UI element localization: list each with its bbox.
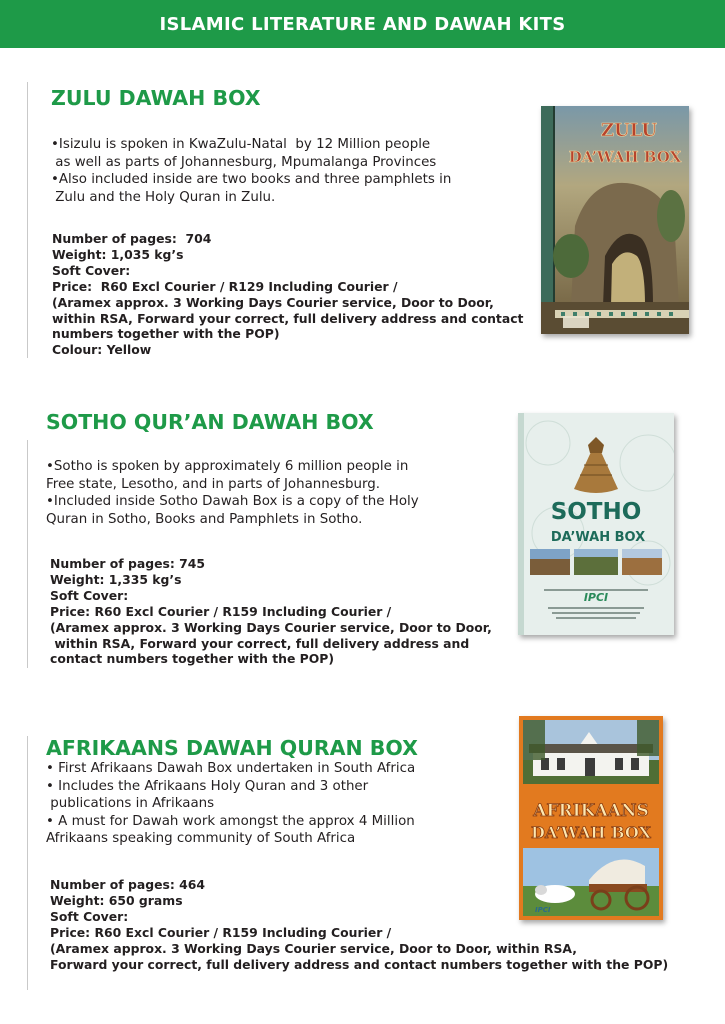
spec-line: Number of pages: 745: [50, 556, 206, 571]
description-line: • Includes the Afrikaans Holy Quran and 3 other: [46, 778, 369, 794]
sotho-dawah-box-image: [518, 413, 674, 635]
description-line: •Isizulu is spoken in KwaZulu-Natal by 12 Million people: [51, 137, 431, 152]
description-line: as well as parts of Johannesburg, Mpumalanga Provinces: [51, 154, 437, 170]
section-divider-line: [27, 82, 28, 358]
description-line: •Included inside Sotho Dawah Box is a copy of the Holy: [46, 494, 419, 509]
description-line: • A must for Dawah work amongst the approx 4 Million: [46, 813, 415, 829]
cover-title-line2: DA’WAH BOX: [568, 148, 682, 166]
zulu-dawah-box-image: [541, 106, 689, 334]
spec-line: Price: R60 Excl Courier / R129 Including Courier /: [52, 278, 398, 294]
spec-line: Number of pages: 704: [52, 231, 212, 246]
cover-title-line2: DA’WAH BOX: [550, 530, 646, 545]
cover-title-line1: AFRIKAANS: [533, 801, 649, 821]
product-specs-sotho: [50, 556, 492, 667]
description-line: •Also included inside are two books and three pamphlets in: [51, 172, 452, 187]
spec-line: Weight: 650 grams: [50, 892, 183, 908]
spec-line: Colour: Yellow: [52, 342, 152, 358]
spec-line: contact numbers together with the POP): [50, 651, 335, 667]
spec-line: Price: R60 Excl Courier / R159 Including Courier /: [50, 603, 392, 619]
page-header: [0, 0, 725, 48]
spec-line: Price: R60 Excl Courier / R159 Including Courier /: [50, 924, 392, 940]
spec-line: Soft Cover:: [52, 262, 131, 278]
ipci-logo: IPCI: [583, 591, 609, 604]
section-divider-line: [27, 440, 28, 668]
description-line: Zulu and the Holy Quran in Zulu.: [51, 189, 276, 205]
section-title-sotho: SOTHO QUR’AN DAWAH BOX: [46, 410, 374, 434]
ipci-logo: IPCI: [535, 906, 551, 914]
afrikaans-dawah-box-image: [519, 716, 663, 920]
section-title-afrikaans: AFRIKAANS DAWAH QURAN BOX: [46, 736, 418, 760]
cover-title-line1: SOTHO: [550, 499, 642, 525]
section-description-sotho: [46, 458, 419, 528]
page-title: ISLAMIC LITERATURE AND DAWAH KITS: [159, 13, 566, 35]
section-title-zulu: ZULU DAWAH BOX: [51, 86, 261, 110]
section-divider-line: [27, 736, 28, 990]
product-specs-zulu: [52, 231, 523, 358]
spec-line: Number of pages: 464: [50, 877, 206, 892]
spec-line: (Aramex approx. 3 Working Days Courier service, Door to Door,: [50, 619, 492, 635]
spec-line: within RSA, Forward your correct, full delivery address and: [50, 635, 470, 651]
cover-title-line2: DA’WAH BOX: [531, 823, 651, 842]
spec-line: (Aramex approx. 3 Working Days Courier service, Door to Door,: [52, 294, 494, 310]
cover-title-line1: ZULU: [600, 120, 658, 141]
description-line: Free state, Lesotho, and in parts of Johannesburg.: [46, 476, 380, 492]
section-description-zulu: [51, 136, 451, 206]
description-line: •Sotho is spoken by approximately 6 million people in: [46, 459, 409, 474]
description-line: publications in Afrikaans: [46, 796, 215, 811]
section-description-afrikaans: [46, 760, 415, 848]
description-line: Afrikaans speaking community of South Africa: [46, 831, 356, 846]
spec-line: numbers together with the POP): [52, 326, 280, 342]
spec-line: within RSA, Forward your correct, full delivery address and contact: [52, 310, 524, 326]
description-line: Quran in Sotho, Books and Pamphlets in Sotho.: [46, 511, 363, 527]
spec-line: Soft Cover:: [50, 908, 129, 924]
spec-line: Soft Cover:: [50, 587, 129, 603]
spec-line: Forward your correct, full delivery address and contact numbers together with the POP): [50, 956, 669, 972]
description-line: • First Afrikaans Dawah Box undertaken in South Africa: [46, 761, 416, 776]
spec-line: Weight: 1,335 kg’s: [50, 571, 182, 587]
spec-line: Weight: 1,035 kg’s: [52, 246, 184, 262]
spec-line: (Aramex approx. 3 Working Days Courier service, Door to Door, within RSA,: [50, 940, 577, 956]
